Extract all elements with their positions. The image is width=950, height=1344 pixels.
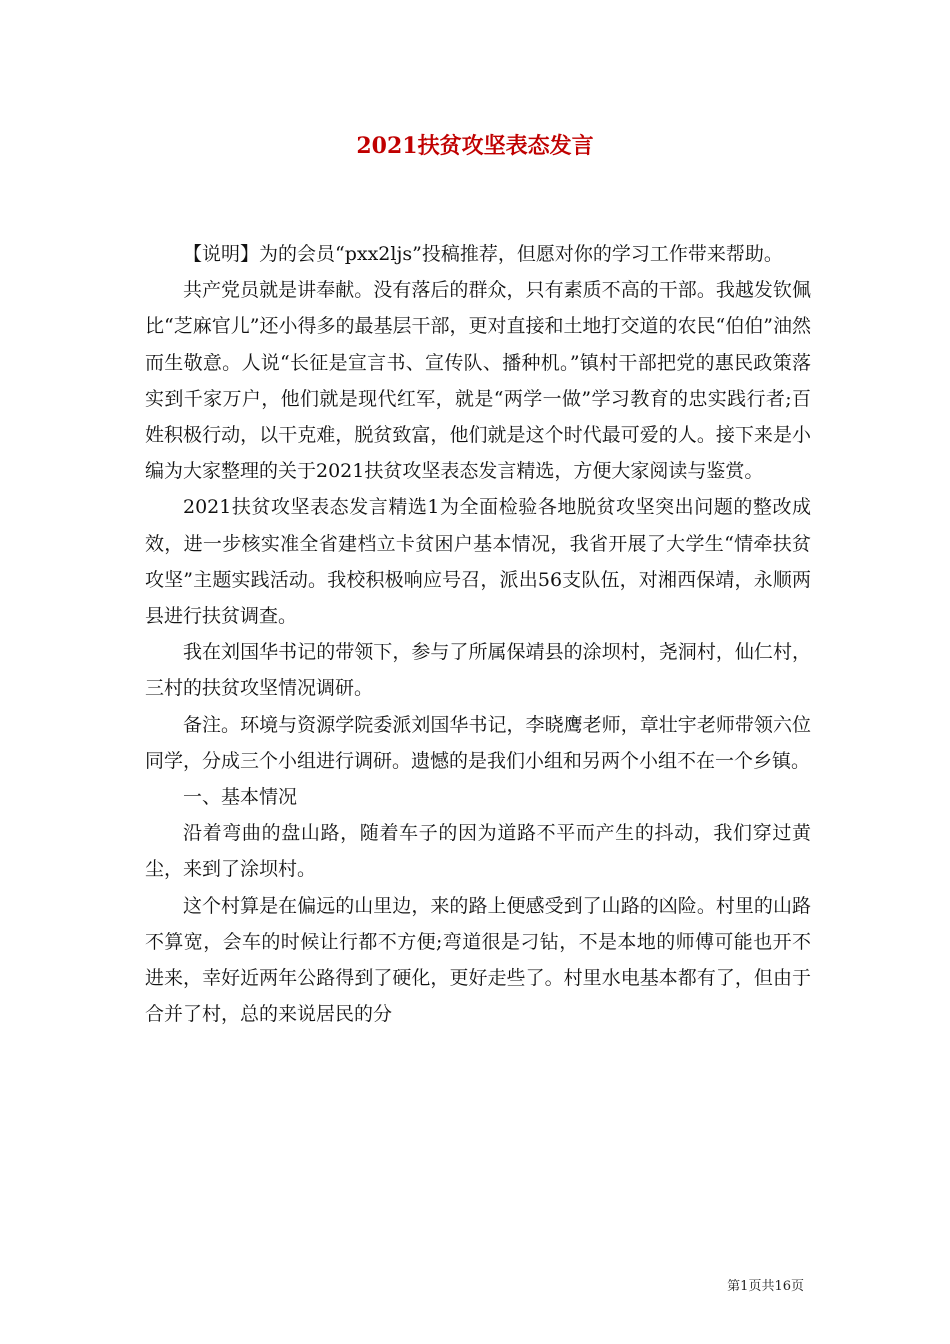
document-title: 2021扶贫攻坚表态发言 bbox=[356, 133, 594, 159]
paragraph-intro: 共产党员就是讲奉献。没有落后的群众，只有素质不高的干部。我越发钦佩比“芝麻官儿”还小得多的最基层干部，更对直接和土地打交道的农民“伯伯”油然而生敬意。人说“长征是宣言书、宣传队、播种机。”镇村干部把党的惠民政策落实到千家万户，他们就是现代红军，就是“两学一做”学习教育的忠实践行者;百姓积极行动，以干克难，脱贫致富，他们就是这个时代最可爱的人。接下来是小编为大家整理的关于2021扶贫攻坚表态发言精选，方便大家阅读与鉴赏。 bbox=[145, 279, 811, 483]
paragraph-remark: 备注。环境与资源学院委派刘国华书记，李晓鹰老师，章壮宇老师带领六位同学，分成三个小组进行调研。遗憾的是我们小组和另两个小组不在一个乡镇。 bbox=[145, 713, 811, 772]
section-heading-basic-info: 一、基本情况 bbox=[183, 786, 298, 809]
paragraph-note: 【说明】为的会员“pxx2ljs”投稿推荐，但愿对你的学习工作带来帮助。 bbox=[183, 243, 783, 265]
paragraph-village-description: 这个村算是在偏远的山里边，来的路上便感受到了山路的凶险。村里的山路不算宽，会车的时候让行都不方便;弯道很是刁钻，不是本地的师傅可能也开不进来，幸好近两年公路得到了硬化，更好走些了。村里水电基本都有了，但由于合并了村，总的来说居民的分 bbox=[145, 894, 811, 1026]
paragraph-participation: 我在刘国华书记的带领下，参与了所属保靖县的涂坝村，尧洞村，仙仁村，三村的扶贫攻坚情况调研。 bbox=[145, 641, 811, 700]
paragraph-selection-1: 2021扶贫攻坚表态发言精选1为全面检验各地脱贫攻坚突出问题的整改成效，进一步核实准全省建档立卡贫困户基本情况，我省开展了大学生“情牵扶贫攻坚”主题实践活动。我校积极响应号召，派出56支队伍，对湘西保靖，永顺两县进行扶贫调查。 bbox=[145, 496, 811, 628]
page-number-footer: 第1页共16页 bbox=[727, 1279, 804, 1294]
paragraph-arrival: 沿着弯曲的盘山路，随着车子的因为道路不平而产生的抖动，我们穿过黄尘，来到了涂坝村。 bbox=[145, 822, 811, 881]
document-body bbox=[145, 236, 811, 1032]
